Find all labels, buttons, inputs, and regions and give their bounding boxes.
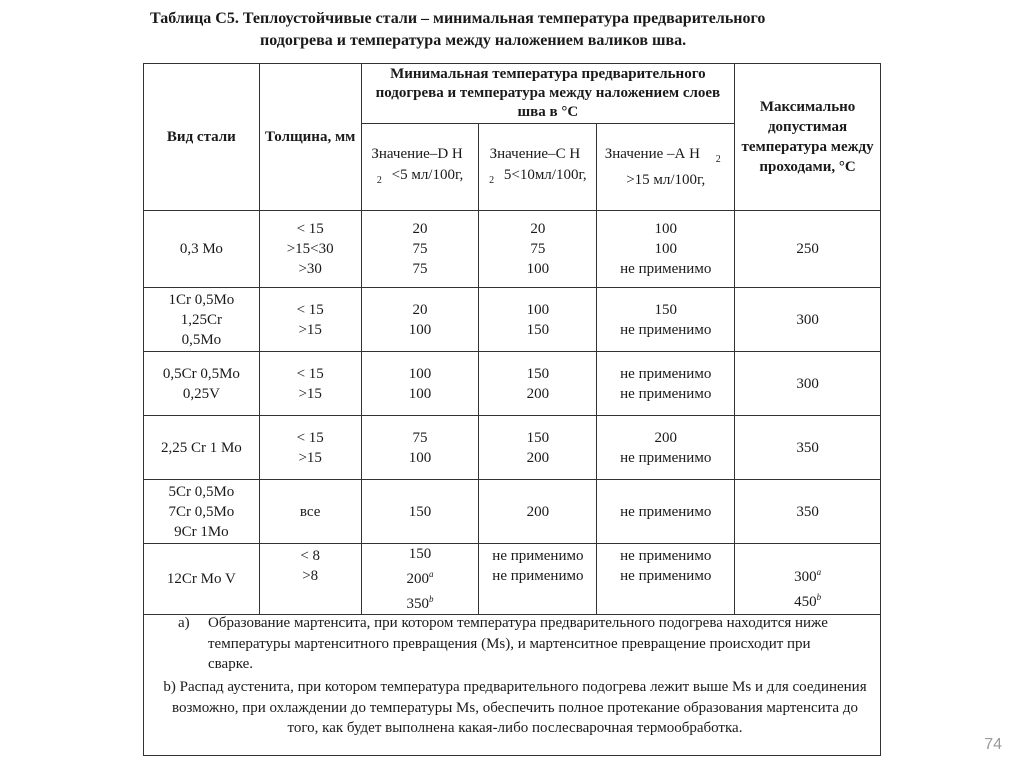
thickness-cell: < 15 >15<30 >30 (259, 211, 361, 288)
table-row (144, 416, 881, 480)
value-a-cell: не применимо (597, 480, 735, 544)
header-value-d: Значение–D Н $_2$ <5 мл/100г, (361, 124, 479, 211)
max-temp-cell: 300$^a$ 450$^b$ (735, 544, 881, 615)
max-temp-cell: 350 (735, 480, 881, 544)
header-value-c: Значение–С Н $_2$ 5<10мл/100г, (479, 124, 597, 211)
table-row (144, 352, 881, 416)
caption-line-1: Таблица С5. Теплоустойчивые стали – минимальная температура предварительного (150, 10, 766, 27)
thickness-cell: < 8 >8 (259, 544, 361, 615)
max-temp-cell: 300 (735, 352, 881, 416)
value-a-cell: 200 не применимо (597, 416, 735, 480)
thickness-cell: все (259, 480, 361, 544)
steel-cell: 12Cr Mo V (144, 544, 260, 615)
caption-line-2: подогрева и температура между наложением валиков шва. (260, 32, 687, 49)
header-steel-type: Вид стали (144, 64, 260, 211)
steel-cell: 2,25 Cr 1 Mo (144, 416, 260, 480)
table-row (144, 544, 881, 615)
steel-cell: 5Cr 0,5Mo 7Cr 0,5Mo 9Cr 1Mo (144, 480, 260, 544)
steel-cell: 1Cr 0,5Mo 1,25Cr 0,5Mo (144, 288, 260, 352)
value-c-cell: 200 (479, 480, 597, 544)
header-value-a: Значение –А Н $_2$ >15 мл/100г, (597, 124, 735, 211)
table-caption (150, 8, 950, 52)
thickness-cell: < 15 >15 (259, 288, 361, 352)
value-c-cell: 20 75 100 (479, 211, 597, 288)
value-a-cell: не применимо не применимо (597, 544, 735, 615)
value-d-cell: 150 (361, 480, 479, 544)
value-d-cell: 150 200$^a$ 350$^b$ (361, 544, 479, 615)
table-row (144, 211, 881, 288)
footnotes (143, 609, 881, 756)
table-row (144, 288, 881, 352)
value-a-cell: не применимо не применимо (597, 352, 735, 416)
thickness-cell: < 15 >15 (259, 352, 361, 416)
footnote-b: b) Распад аустенита, при котором температура предварительного подогрева лежит выше Ms и для соединения возможно, при охлаждении до температуры Ms, обеспечить полное протекание образования мартенсита до того, как будет выполнена какая-либо послесварочная термообработка. (163, 679, 867, 736)
value-c-cell: 150 200 (479, 416, 597, 480)
steel-cell: 0,5Cr 0,5Mo 0,25V (144, 352, 260, 416)
footnote-a: а) Образование мартенсита, при котором температура предварительного подогрева находится ниже температуры мартенситного превращения (Ms), и мартенситное превращение происходит при сварке. (178, 615, 828, 672)
header-min-temp-group: Минимальная температура предварительного подогрева и температура между наложением слоев шва в °С (361, 64, 735, 124)
value-a-cell: 150 не применимо (597, 288, 735, 352)
value-a-cell: 100 100 не применимо (597, 211, 735, 288)
max-temp-cell: 300 (735, 288, 881, 352)
max-temp-cell: 250 (735, 211, 881, 288)
header-max-temp: Максимально допустимая температура между проходами, °С (735, 64, 881, 211)
value-d-cell: 75 100 (361, 416, 479, 480)
preheat-table (143, 63, 881, 615)
page-number: 74 (984, 736, 1002, 753)
value-d-cell: 20 100 (361, 288, 479, 352)
steel-cell: 0,3 Мо (144, 211, 260, 288)
max-temp-cell: 350 (735, 416, 881, 480)
value-d-cell: 20 75 75 (361, 211, 479, 288)
value-c-cell: 100 150 (479, 288, 597, 352)
thickness-cell: < 15 >15 (259, 416, 361, 480)
value-c-cell: 150 200 (479, 352, 597, 416)
value-c-cell: не применимо не применимо (479, 544, 597, 615)
value-d-cell: 100 100 (361, 352, 479, 416)
header-thickness: Толщина, мм (259, 64, 361, 211)
table-row (144, 480, 881, 544)
